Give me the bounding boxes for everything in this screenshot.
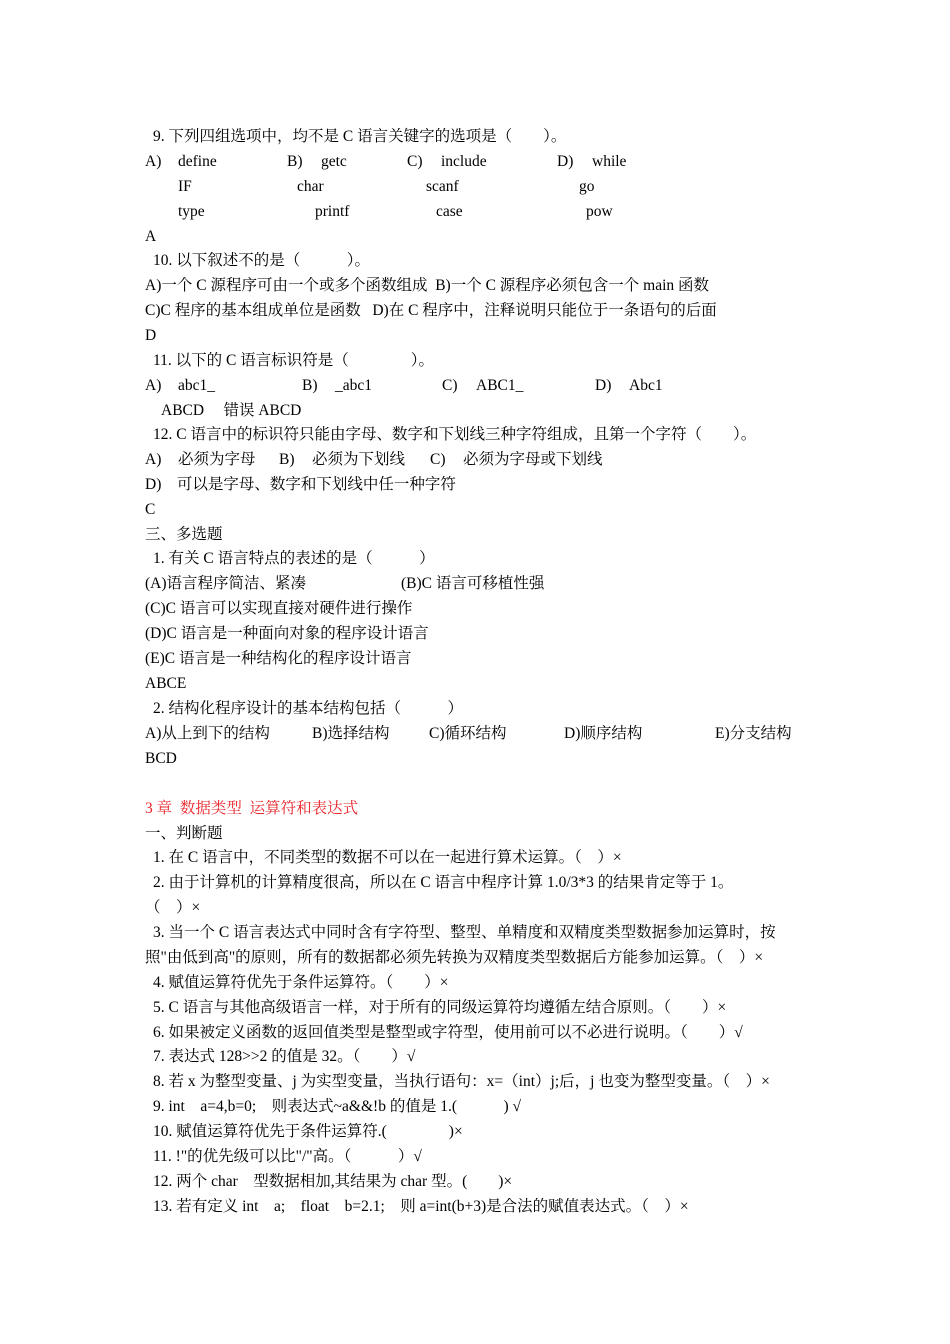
mc-question-1-option-d: (D)C 语言是一种面向对象的程序设计语言 bbox=[145, 625, 429, 642]
question-9-options-row-2: IF char scanf go bbox=[178, 178, 595, 195]
answer-12: C bbox=[145, 501, 156, 518]
question-9: 9. 下列四组选项中，均不是 C 语言关键字的选项是（ ）。 bbox=[153, 128, 567, 145]
tf-question-7: 7. 表达式 128>>2 的值是 32。（ ）√ bbox=[153, 1048, 416, 1065]
tf-question-8: 8. 若 x 为整型变量、j 为实型变量，当执行语句：x=（int）j;后，j 也变为整型变量。（ ）× bbox=[153, 1073, 770, 1090]
mc-question-2-options: A)从上到下的结构 B)选择结构 C)循环结构 D)顺序结构 E)分支结构 bbox=[145, 725, 792, 742]
question-10: 10. 以下叙述不的是（ ）。 bbox=[153, 252, 371, 269]
tf-question-3: 3. 当一个 C 语言表达式中同时含有字符型、整型、单精度和双精度类型数据参加运算时，按 bbox=[153, 924, 776, 941]
option-text: define bbox=[178, 153, 217, 170]
section-heading: 三、多选题 bbox=[145, 526, 223, 543]
tf-question-5: 5. C 语言与其他高级语言一样，对于所有的同级运算符均遵循左结合原则。（ ）× bbox=[153, 999, 727, 1016]
question-12-options-row: A) 必须为字母 B) 必须为下划线 C) 必须为字母或下划线 bbox=[145, 451, 603, 468]
mc-question-1-option-c: (C)C 语言可以实现直接对硬件进行操作 bbox=[145, 600, 413, 617]
option-letter: B) bbox=[287, 153, 303, 170]
mc-question-2: 2. 结构化程序设计的基本结构包括（ ） bbox=[153, 700, 464, 717]
tf-question-2: 2. 由于计算机的计算精度很高，所以在 C 语言中程序计算 1.0/3*3 的结果肯定等于 1。 bbox=[153, 874, 734, 891]
mc-question-1-option-e: (E)C 语言是一种结构化的程序设计语言 bbox=[145, 650, 412, 667]
mc-question-1-options-ab: (A)语言程序简洁、紧凑 (B)C 语言可移植性强 bbox=[145, 575, 545, 592]
mc-question-1: 1. 有关 C 语言特点的表述的是（ ） bbox=[153, 550, 435, 567]
tf-question-11: 11. !"的优先级可以比"/"高。（ ）√ bbox=[153, 1148, 422, 1165]
option-letter: A) bbox=[145, 153, 162, 170]
answer-11: ABCD 错误 ABCD bbox=[161, 402, 302, 419]
chapter-heading: 3 章 数据类型 运算符和表达式 bbox=[145, 800, 359, 817]
mc-answer-1: ABCE bbox=[145, 675, 187, 692]
question-10-options-ab: A)一个 C 源程序可由一个或多个函数组成 B)一个 C 源程序必须包含一个 main 函数 bbox=[145, 277, 710, 294]
question-11-options-row: A) abc1_ B) _abc1 C) ABC1_ D) Abc1 bbox=[145, 377, 663, 394]
question-9-options-row-3: type printf case pow bbox=[178, 203, 613, 220]
question-12: 12. C 语言中的标识符只能由字母、数字和下划线三种字符组成，且第一个字符（ ）。 bbox=[153, 426, 757, 443]
mc-answer-2: BCD bbox=[145, 750, 177, 767]
tf-question-10: 10. 赋值运算符优先于条件运算符.( )× bbox=[153, 1123, 463, 1140]
question-9-options-row bbox=[145, 149, 815, 174]
option-text: getc bbox=[321, 153, 347, 170]
tf-question-13: 13. 若有定义 int a; float b=2.1; 则 a=int(b+3)是合法的赋值表达式。（ ）× bbox=[153, 1198, 689, 1215]
option-letter: D) bbox=[557, 153, 574, 170]
tf-question-3-continued: 照"由低到高"的原则，所有的数据都必须先转换为双精度类型数据后方能参加运算。（ ）× bbox=[145, 949, 764, 966]
option-text: while bbox=[592, 153, 627, 170]
tf-question-4: 4. 赋值运算符优先于条件运算符。（ ）× bbox=[153, 974, 449, 991]
question-10-options-cd: C)C 程序的基本组成单位是函数 D)在 C 程序中，注释说明只能位于一条语句的后面 bbox=[145, 302, 717, 319]
tf-question-6: 6. 如果被定义函数的返回值类型是整型或字符型，使用前可以不必进行说明。（ ）√ bbox=[153, 1024, 743, 1041]
question-12-option-d: D) 可以是字母、数字和下划线中任一种字符 bbox=[145, 476, 456, 493]
section-heading: 一、判断题 bbox=[145, 825, 223, 842]
option-text: include bbox=[441, 153, 487, 170]
question-11: 11. 以下的 C 语言标识符是（ ）。 bbox=[153, 352, 435, 369]
tf-question-12: 12. 两个 char 型数据相加,其结果为 char 型。( )× bbox=[153, 1173, 513, 1190]
answer-10: D bbox=[145, 327, 157, 344]
answer-9: A bbox=[145, 228, 157, 245]
option-letter: C) bbox=[407, 153, 423, 170]
tf-question-9: 9. int a=4,b=0; 则表达式~a&&!b 的值是 1.( ) √ bbox=[153, 1098, 522, 1115]
tf-question-1: 1. 在 C 语言中，不同类型的数据不可以在一起进行算术运算。（ ）× bbox=[153, 849, 622, 866]
tf-question-2-answer: （ ）× bbox=[145, 899, 201, 916]
